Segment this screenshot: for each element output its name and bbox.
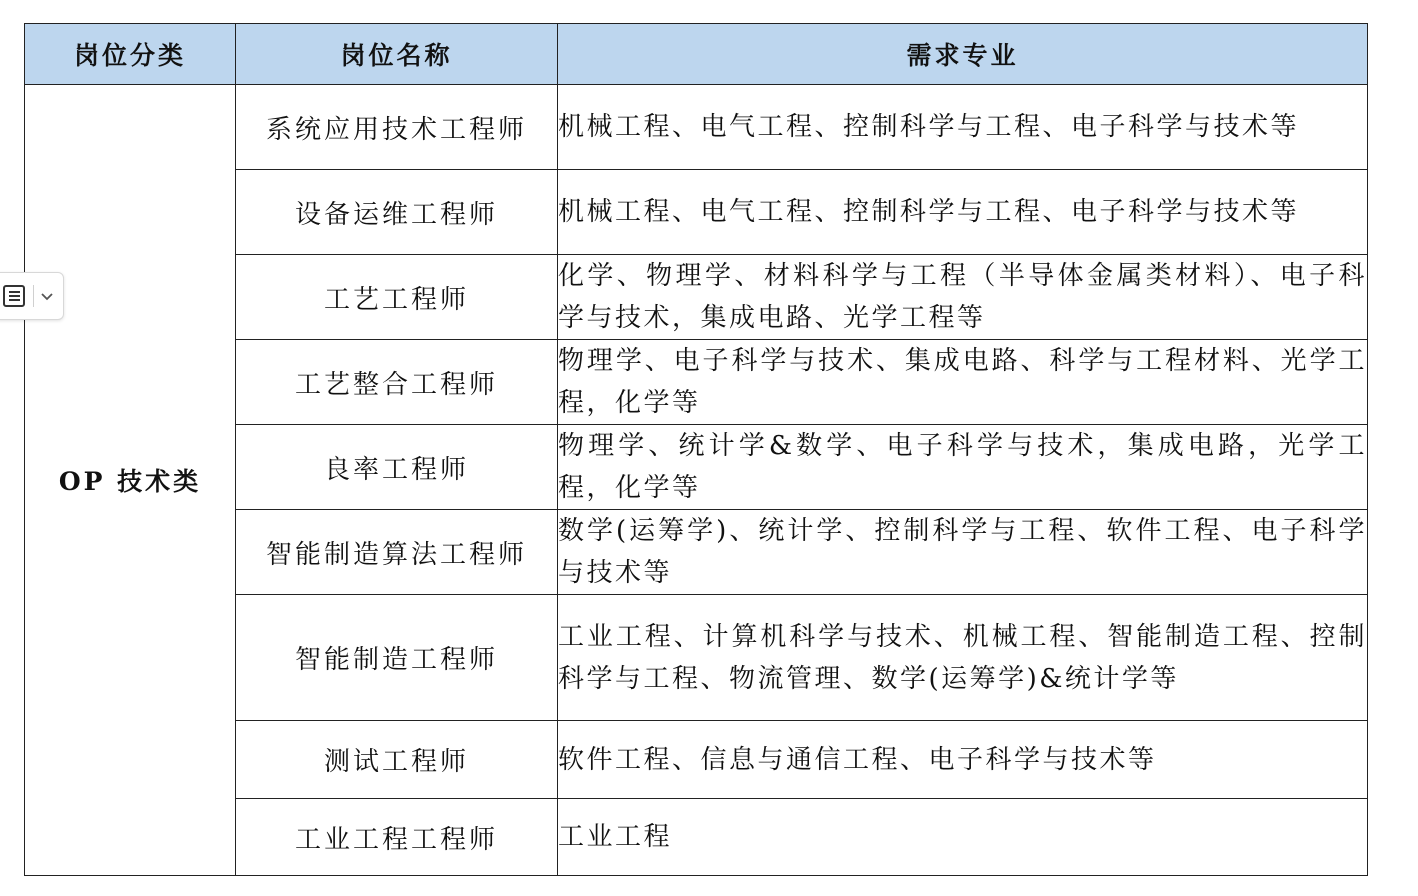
majors-cell: 机械工程、电气工程、控制科学与工程、电子科学与技术等 <box>558 85 1368 170</box>
position-name-cell: 系统应用技术工程师 <box>236 85 558 170</box>
job-table <box>24 23 1368 876</box>
list-format-icon[interactable] <box>1 283 27 309</box>
position-name-cell: 设备运维工程师 <box>236 170 558 255</box>
position-name-cell: 智能制造工程师 <box>236 595 558 721</box>
majors-cell: 机械工程、电气工程、控制科学与工程、电子科学与技术等 <box>558 170 1368 255</box>
header-position-name: 岗位名称 <box>236 24 558 85</box>
majors-cell: 工业工程、计算机科学与技术、机械工程、智能制造工程、控制科学与工程、物流管理、数学(运筹学)&统计学等 <box>558 595 1368 721</box>
position-name-cell: 工艺整合工程师 <box>236 340 558 425</box>
majors-cell: 物理学、统计学&数学、电子科学与技术，集成电路，光学工程，化学等 <box>558 425 1368 510</box>
chevron-down-icon[interactable] <box>40 289 54 303</box>
position-name-cell: 测试工程师 <box>236 721 558 799</box>
position-name-cell: 工业工程工程师 <box>236 799 558 876</box>
position-name-cell: 良率工程师 <box>236 425 558 510</box>
header-category: 岗位分类 <box>25 24 236 85</box>
header-required-majors: 需求专业 <box>558 24 1368 85</box>
header-row <box>25 24 1368 85</box>
majors-cell: 化学、物理学、材料科学与工程（半导体金属类材料）、电子科学与技术，集成电路、光学工程等 <box>558 255 1368 340</box>
category-cell: OP 技术类 <box>25 85 236 876</box>
majors-cell: 物理学、电子科学与技术、集成电路、科学与工程材料、光学工程，化学等 <box>558 340 1368 425</box>
majors-cell: 工业工程 <box>558 799 1368 876</box>
position-name-cell: 工艺工程师 <box>236 255 558 340</box>
block-format-handle[interactable] <box>0 272 64 320</box>
majors-cell: 软件工程、信息与通信工程、电子科学与技术等 <box>558 721 1368 799</box>
table-row <box>25 85 1368 170</box>
divider <box>33 285 34 307</box>
position-name-cell: 智能制造算法工程师 <box>236 510 558 595</box>
majors-cell: 数学(运筹学)、统计学、控制科学与工程、软件工程、电子科学与技术等 <box>558 510 1368 595</box>
